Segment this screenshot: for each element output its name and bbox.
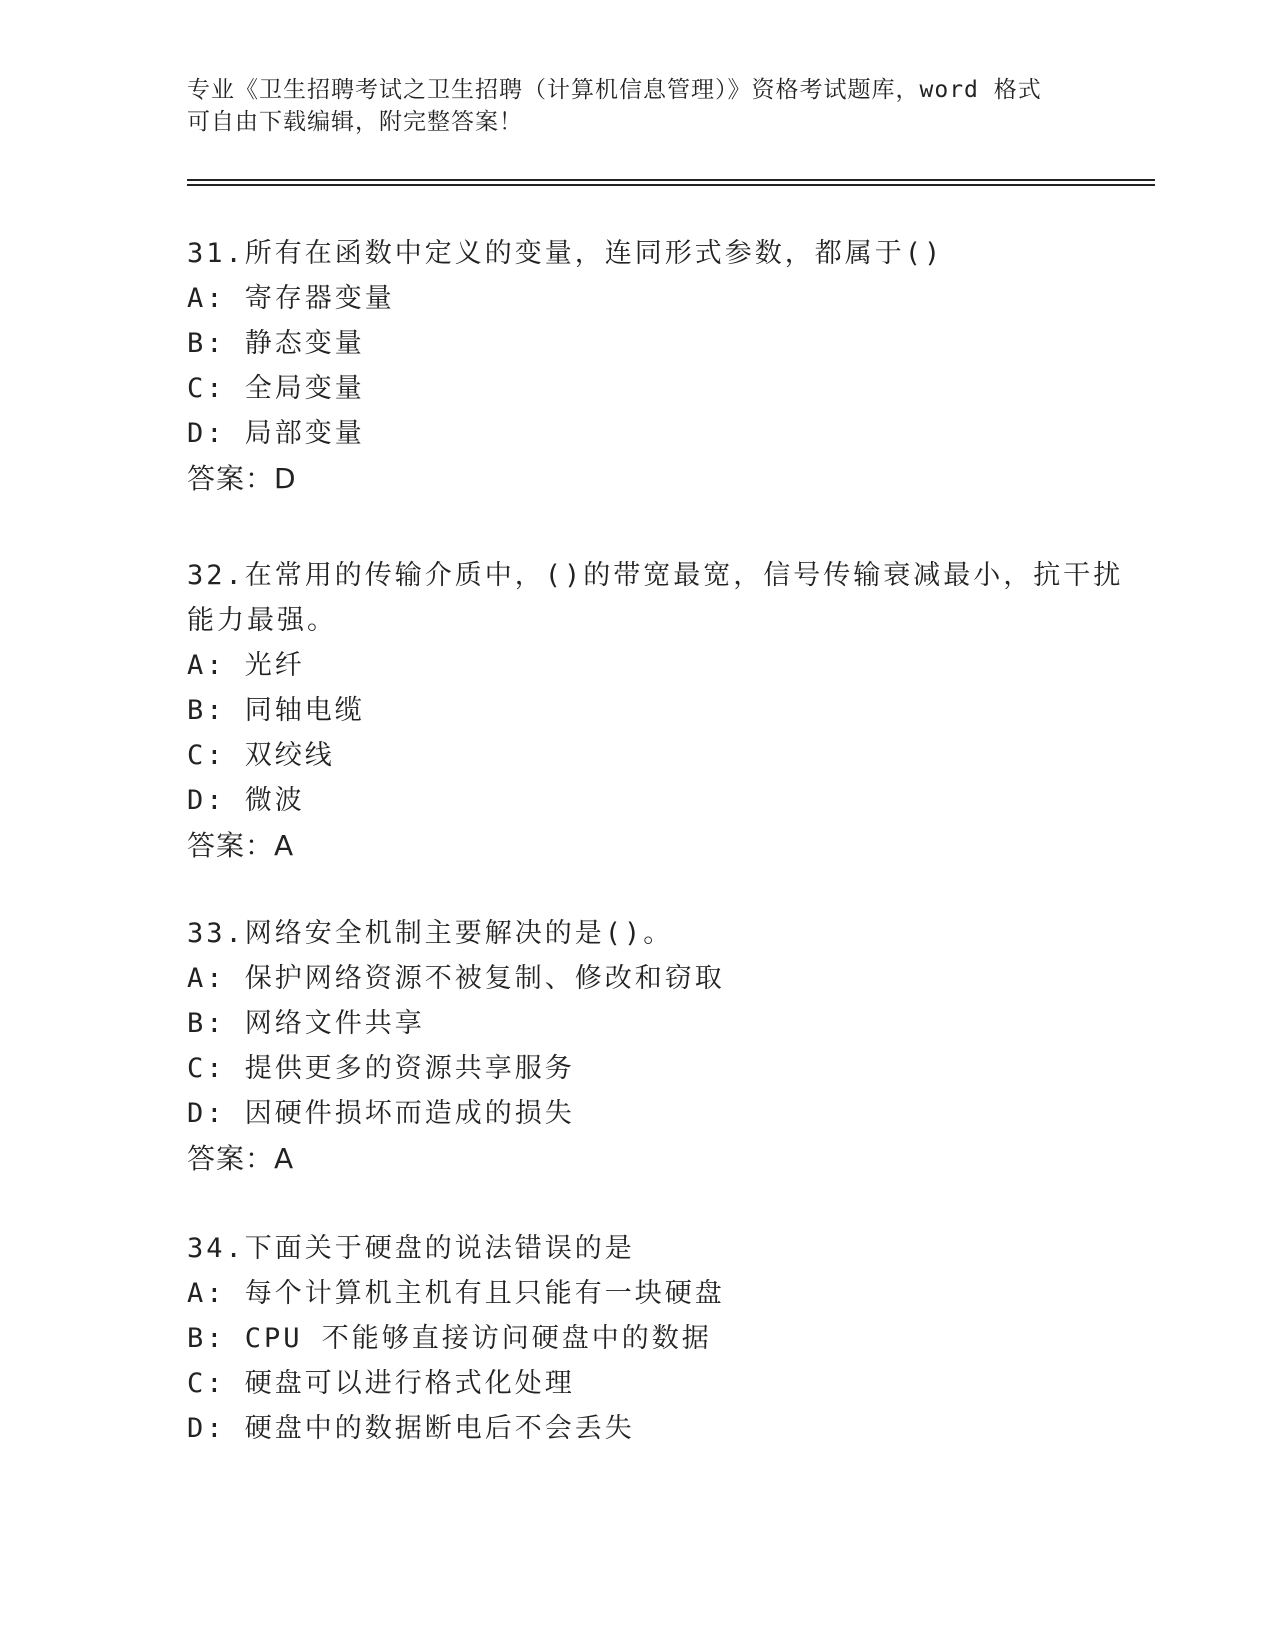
option-b: B: 网络文件共享	[187, 1008, 425, 1039]
document-header	[187, 74, 1067, 138]
option-c: C: 双绞线	[187, 740, 335, 771]
option-b: B: 静态变量	[187, 328, 365, 359]
question-stem-line-2: 能力最强。	[187, 605, 337, 636]
header-line-1: 专业《卫生招聘考试之卫生招聘（计算机信息管理）》资格考试题库，word 格式	[187, 77, 1042, 103]
option-a: A: 保护网络资源不被复制、修改和窃取	[187, 963, 725, 994]
option-c: C: 提供更多的资源共享服务	[187, 1053, 575, 1084]
option-a: A: 寄存器变量	[187, 283, 395, 314]
option-c: C: 硬盘可以进行格式化处理	[187, 1368, 575, 1399]
option-a: A: 每个计算机主机有且只能有一块硬盘	[187, 1278, 725, 1309]
header-divider-top	[187, 179, 1155, 181]
question-32	[187, 553, 1124, 868]
option-b: B: CPU 不能够直接访问硬盘中的数据	[187, 1323, 712, 1354]
answer: 答案：D	[187, 462, 297, 495]
header-line-2: 可自由下载编辑，附完整答案！	[187, 109, 523, 135]
question-34	[187, 1226, 1087, 1451]
question-stem-line-1: 32.在常用的传输介质中，()的带宽最宽，信号传输衰减最小，抗干扰	[187, 560, 1124, 591]
question-stem: 34.下面关于硬盘的说法错误的是	[187, 1233, 635, 1264]
option-c: C: 全局变量	[187, 373, 365, 404]
question-stem: 31.所有在函数中定义的变量，连同形式参数，都属于()	[187, 238, 944, 269]
question-31	[187, 231, 1087, 501]
option-a: A: 光纤	[187, 650, 305, 681]
option-b: B: 同轴电缆	[187, 695, 365, 726]
option-d: D: 微波	[187, 785, 305, 816]
option-d: D: 因硬件损坏而造成的损失	[187, 1098, 575, 1129]
question-stem: 33.网络安全机制主要解决的是()。	[187, 918, 674, 949]
answer: 答案：A	[187, 829, 295, 862]
option-d: D: 局部变量	[187, 418, 365, 449]
question-33	[187, 911, 1087, 1181]
option-d: D: 硬盘中的数据断电后不会丢失	[187, 1413, 635, 1444]
header-divider-bottom	[187, 184, 1155, 186]
answer: 答案：A	[187, 1142, 295, 1175]
